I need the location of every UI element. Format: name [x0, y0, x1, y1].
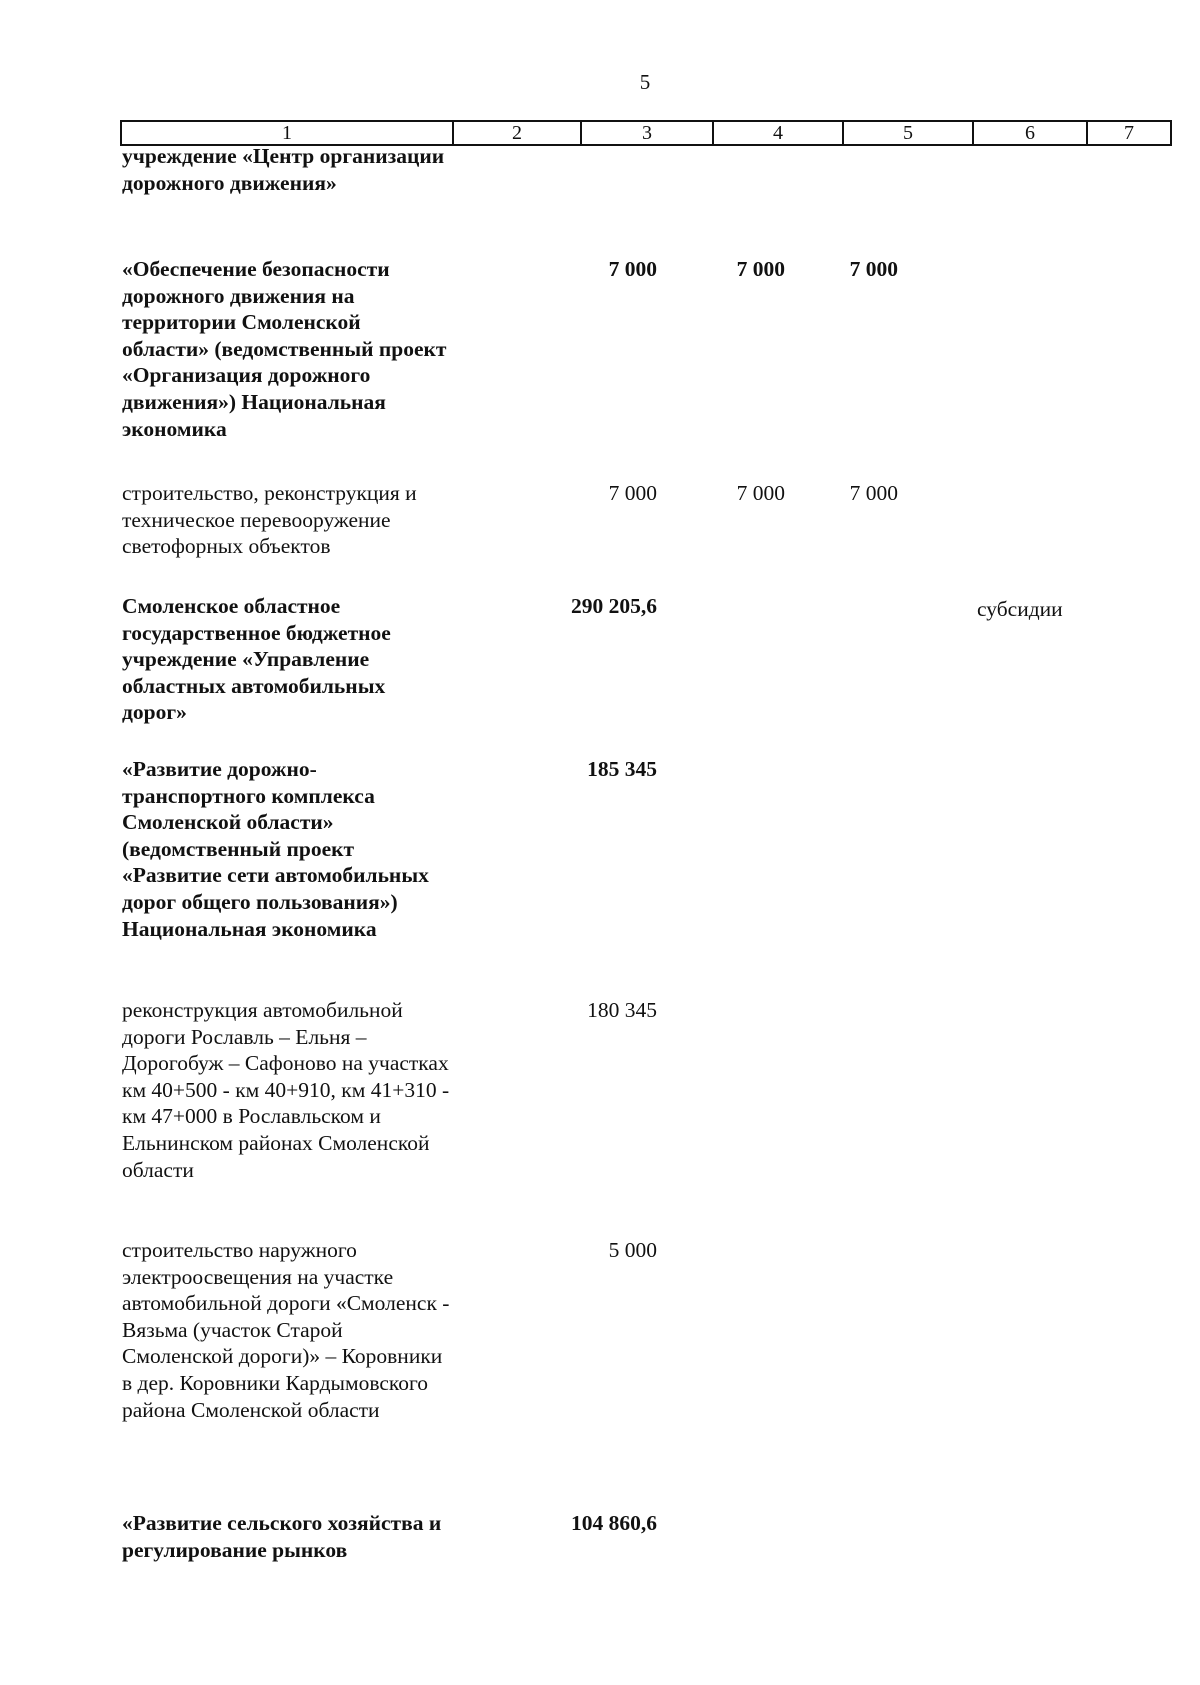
row-name: строительство, реконструкция и техническое перевооружение светофорных объектов: [122, 481, 417, 559]
row-name: «Обеспечение безопасности дорожного движения на территории Смоленской области» (ведомственный проект «Организация дорожного движения») Национальная экономика: [122, 257, 447, 441]
row-col4-value: 7 000: [736, 257, 785, 281]
row-name: учреждение «Центр организации дорожного движения»: [122, 144, 445, 195]
row-col5-value: 7 000: [849, 257, 898, 281]
row-col3-value: 5 000: [608, 1238, 657, 1262]
row-col6-value: субсидии: [977, 597, 1063, 621]
row-name: строительство наружного электроосвещения на участке автомобильной дороги «Смоленск - Вязьма (участок Старой Смоленской дороги)» – Коровники в дер. Коровники Кардымовского района Смоленской области: [122, 1238, 450, 1422]
header-col-6: 6: [973, 121, 1087, 145]
header-col-2: 2: [453, 121, 581, 145]
row-col4-value: 7 000: [736, 481, 785, 505]
row-col3-value: 7 000: [608, 481, 657, 505]
row-col3-value: 185 345: [587, 757, 657, 781]
header-col-5: 5: [843, 121, 973, 145]
header-col-3: 3: [581, 121, 713, 145]
row-name: «Развитие дорожно-транспортного комплекса Смоленской области» (ведомственный проект «Развитие сети автомобильных дорог общего пользования») Национальная экономика: [122, 757, 429, 941]
row-col3-value: 7 000: [608, 257, 657, 281]
row-col5-value: 7 000: [849, 481, 898, 505]
row-name: реконструкция автомобильной дороги Рославль – Ельня – Дорогобуж – Сафоново на участках км 40+500 - км 40+910, км 41+310 - км 47+000 в Рославльском и Ельнинском районах Смоленской области: [122, 998, 450, 1182]
row-col3-value: 180 345: [587, 998, 657, 1022]
header-col-7: 7: [1087, 121, 1171, 145]
page-number: 5: [639, 70, 651, 94]
row-name: «Развитие сельского хозяйства и регулирование рынков: [122, 1511, 442, 1562]
row-col3-value: 290 205,6: [571, 594, 657, 618]
row-name: Смоленское областное государственное бюджетное учреждение «Управление областных автомобильных дорог»: [122, 594, 391, 725]
row-col3-value: 104 860,6: [571, 1511, 657, 1535]
header-col-4: 4: [713, 121, 843, 145]
header-col-1: 1: [121, 121, 453, 145]
